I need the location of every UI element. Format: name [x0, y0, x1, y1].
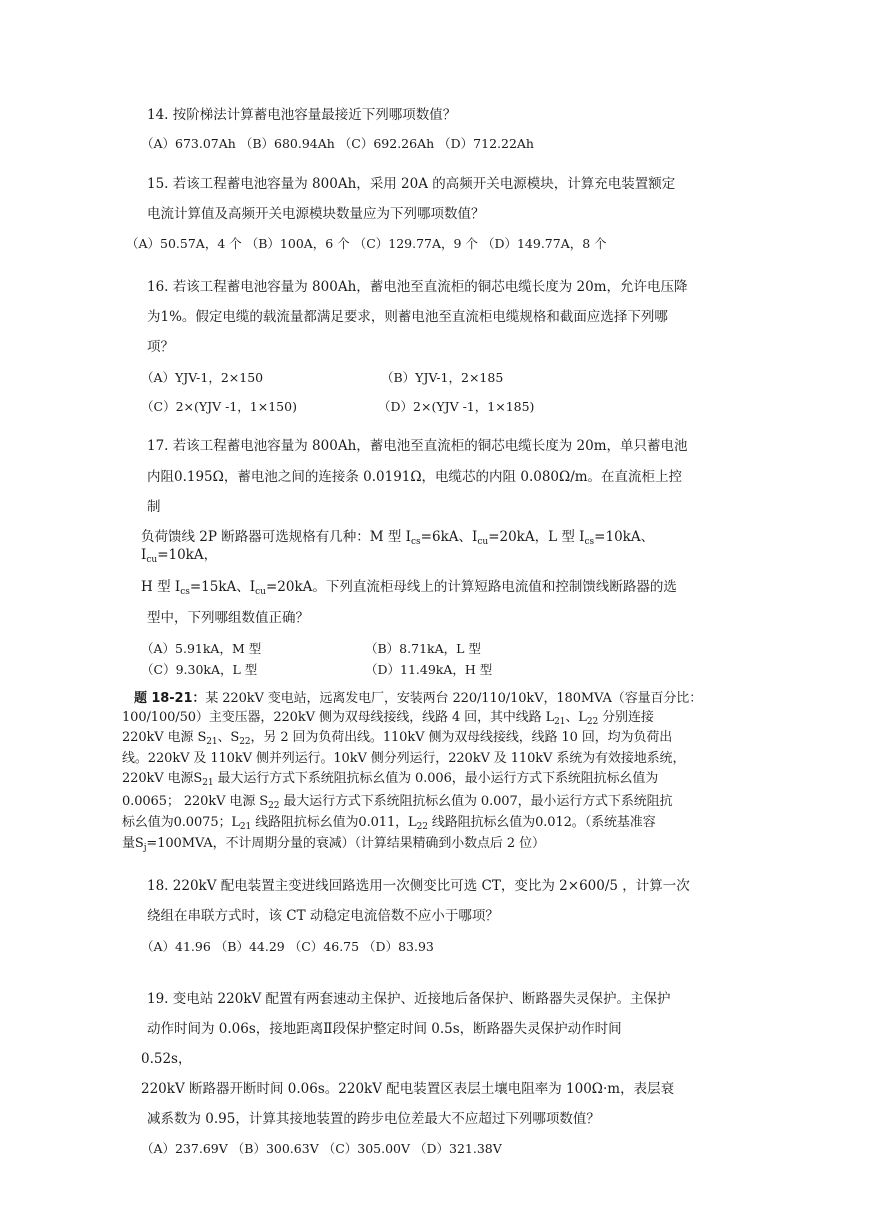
q14-stem: 14. 按阶梯法计算蓄电池容量最接近下列哪项数值？ [147, 107, 457, 123]
q17-option-a: （A）5.91kA，M 型 [141, 641, 262, 656]
q19-stem-line2: 动作时间为 0.06s，接地距离Ⅱ段保护整定时间 0.5s，断路器失灵保护动作时间 [147, 1021, 622, 1037]
p1821-line4: 线。220kV 及 110kV 侧并列运行。10kV 侧分列运行，220kV 及 110kV 系统为有效接地系统， [122, 751, 686, 766]
q17-option-b: （B）8.71kA，L 型 [365, 641, 481, 656]
p1821-line2: 100/100/50）主变压器，220kV 侧为双母线接线，线路 4 回，其中线路 $L_{21}$、$L_{22}$ 分别连接 [122, 710, 654, 727]
q17-stem-line4: 负荷馈线 2P 断路器可选规格有几种：M 型 $I_{cs}=6kA$、$I_{cu}=20kA$，L 型 $I_{cs}=10kA$、 [141, 529, 655, 547]
q18-options: （A）41.96 （B）44.29 （C）46.75 （D）83.93 [141, 939, 434, 954]
q19-options: （A）237.69V （B）300.63V （C）305.00V （D）321.38V [141, 1141, 502, 1156]
q15-stem-line1: 15. 若该工程蓄电池容量为 800Ah，采用 20A 的高频开关电源模块，计算充电装置额定 [147, 176, 676, 192]
q15-stem-line2: 电流计算值及高频开关电源模块数量应为下列哪项数值？ [147, 206, 485, 222]
q16-option-c: （C）2×(YJV -1，1×150) [141, 399, 297, 414]
q17-stem-line7: 型中，下列哪组数值正确？ [147, 610, 309, 626]
q17-stem-line3: 制 [147, 499, 161, 515]
q17-stem-line6: H 型 $I_{cs}=15kA$、$I_{cu}=20kA$。下列直流柜母线上的计算短路电流值和控制馈线断路器的选 [141, 579, 677, 597]
q14-options: （A）673.07Ah （B）680.94Ah （C）692.26Ah （D）712.22Ah [141, 136, 534, 151]
q17-stem-line2: 内阻0.195Ω，蓄电池之间的连接条 0.0191Ω，电缆芯的内阻 0.080Ω/m。在直流柜上控 [147, 469, 683, 485]
q15-options: （A）50.57A，4 个 （B）100A，6 个 （C）129.77A，9 个 （D）149.77A，8 个 [126, 236, 607, 251]
q19-stem-line4: 220kV 断路器开断时间 0.06s。220kV 配电装置区表层土壤电阻率为 100Ω·m，表层衰 [141, 1081, 675, 1097]
q16-option-b: （B）YJV-1，2×185 [381, 370, 504, 385]
p1821-line6: 0.0065； 220kV 电源 $S_{22}$ 最大运行方式下系统阻抗标幺值为 0.007，最小运行方式下系统阻抗 [122, 794, 673, 811]
q19-stem-line5: 减系数为 0.95，计算其接地装置的跨步电位差最大不应超过下列哪项数值？ [147, 1111, 600, 1127]
p1821-heading: 题 18-21： [134, 691, 206, 706]
p1821-line7: 标幺值为0.0075；$L_{21}$ 线路阻抗标幺值为0.011，$L_{22}$ 线路阻抗标幺值为0.012。（系统基准容 [122, 815, 656, 832]
p1821-line8: 量$S_j=100MVA$，不计周期分量的衰减）（计算结果精确到小数点后 2 位） [122, 836, 545, 853]
q16-option-a: （A）YJV-1，2×150 [141, 370, 264, 385]
p1821-line3: 220kV 电源 $S_{21}$、$S_{22}$，另 2 回为负荷出线。110kV 侧为双母线接线，线路 10 回，均为负荷出 [122, 730, 673, 747]
q19-stem-line1: 19. 变电站 220kV 配置有两套速动主保护、近接地后备保护、断路器失灵保护。主保护 [147, 991, 671, 1007]
q16-option-d: （D）2×(YJV -1，1×185) [378, 399, 535, 414]
q16-stem-line1: 16. 若该工程蓄电池容量为 800Ah，蓄电池至直流柜的铜芯电缆长度为 20m，允许电压降 [147, 279, 688, 295]
q17-option-c: （C）9.30kA，L 型 [141, 662, 258, 677]
p1821-line1: 题 18-21：某 220kV 变电站，远离发电厂，安装两台 220/110/10kV，180MVA（容量百分比： [134, 691, 703, 706]
q16-stem-line3: 项？ [147, 339, 174, 355]
q18-stem-line1: 18. 220kV 配电装置主变进线回路选用一次侧变比可选 CT，变比为 2×600/5 ，计算一次 [147, 878, 690, 894]
q18-stem-line2: 绕组在串联方式时，该 CT 动稳定电流倍数不应小于哪项？ [147, 908, 499, 924]
q19-stem-line3: 0.52s， [141, 1051, 192, 1067]
p1821-line5: 220kV 电源$S_{21}$ 最大运行方式下系统阻抗标幺值为 0.006，最小运行方式下系统阻抗标幺值为 [122, 771, 659, 788]
q17-stem-line5: $I_{cu}=10kA$， [141, 547, 218, 565]
q17-stem-line1: 17. 若该工程蓄电池容量为 800Ah，蓄电池至直流柜的铜芯电缆长度为 20m，单只蓄电池 [147, 438, 688, 454]
q17-option-d: （D）11.49kA，H 型 [365, 662, 493, 677]
q16-stem-line2: 为1%。假定电缆的载流量都满足要求，则蓄电池至直流柜电缆规格和截面应选择下列哪 [147, 309, 668, 325]
